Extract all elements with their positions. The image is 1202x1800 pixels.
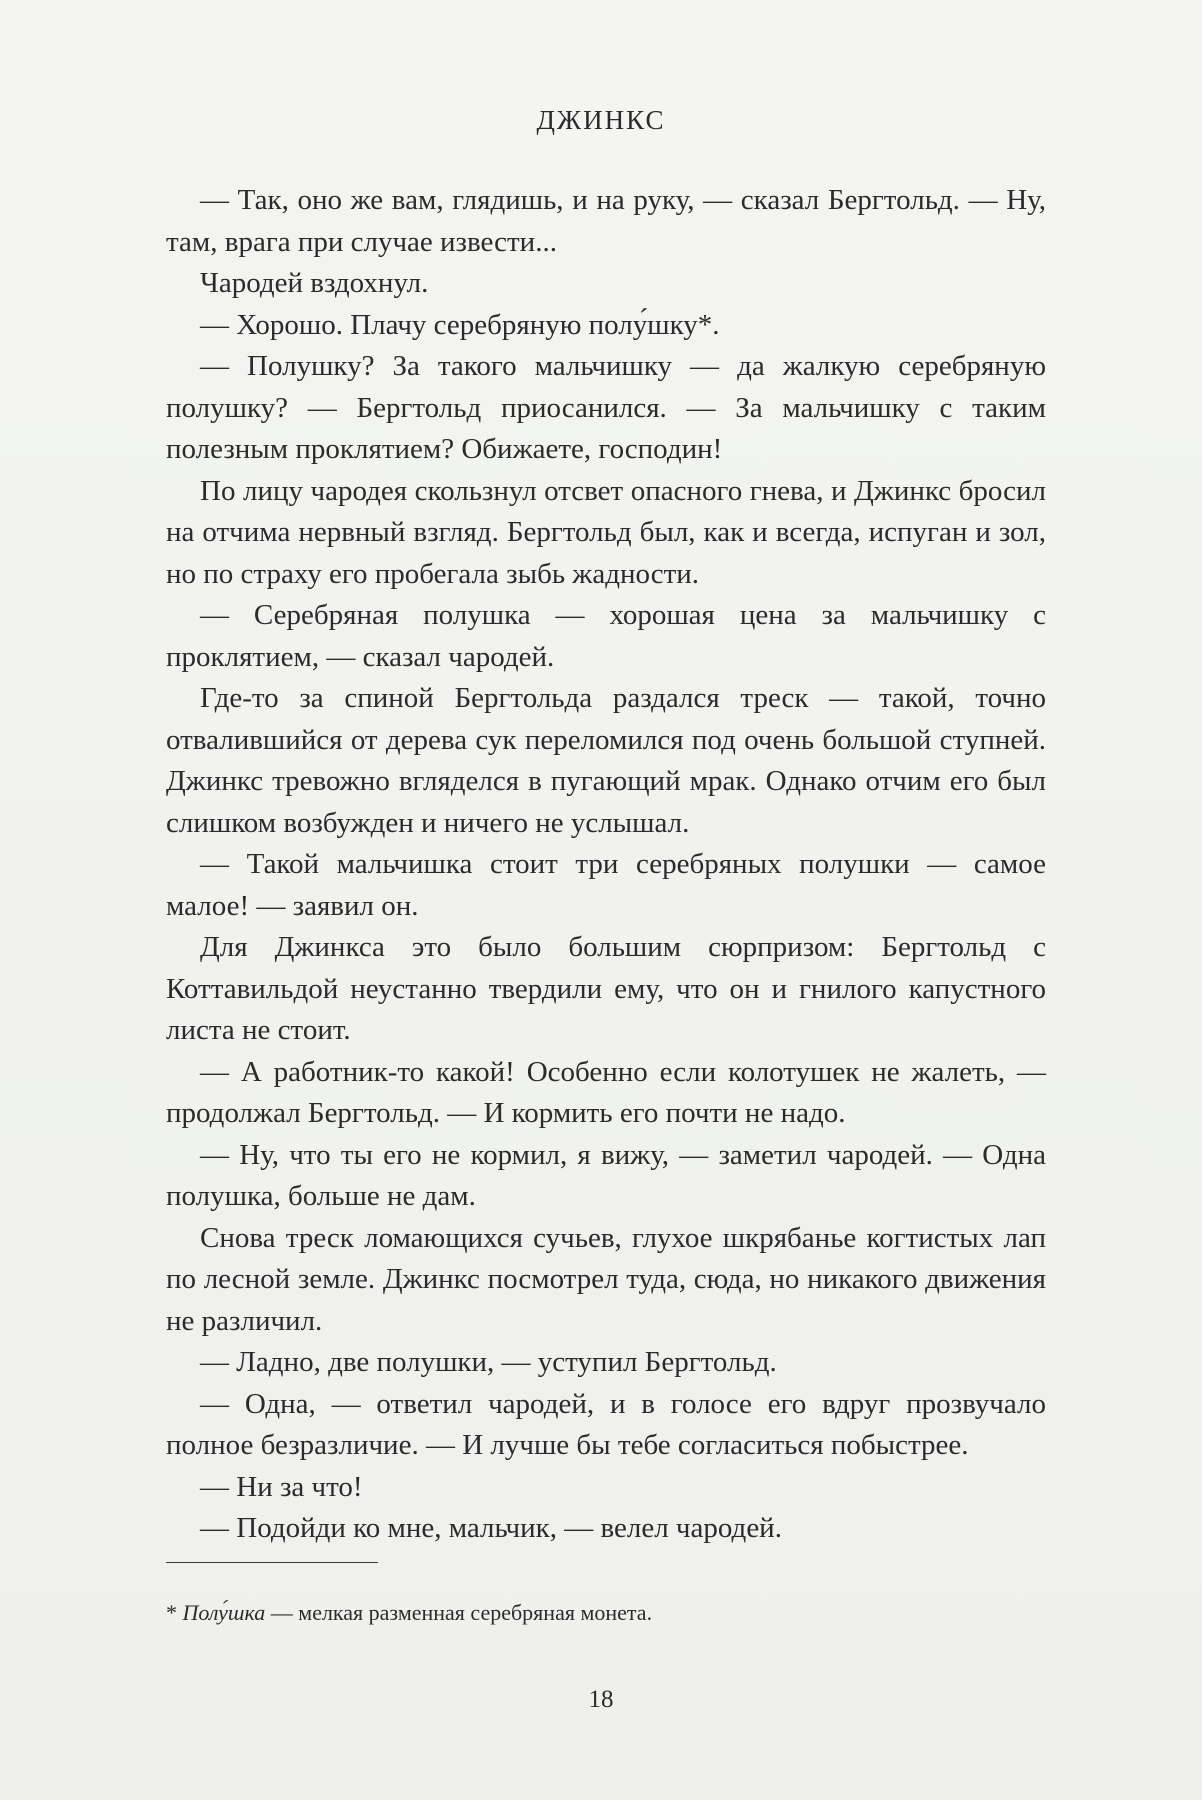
- page-number: 18: [588, 1686, 614, 1713]
- footnote-divider: [166, 1562, 378, 1563]
- paragraph: Для Джинкса это было большим сюрпризом: Бергтольд с Коттавильдой неустанно твердили ему, что он и гнилого капустного листа не стоит.: [166, 931, 1046, 1046]
- paragraph: — Хорошо. Плачу серебряную полу́шку*.: [200, 308, 720, 341]
- paragraph: — Ладно, две полушки, — уступил Бергтольд.: [200, 1346, 777, 1378]
- paragraph: Где-то за спиной Бергтольда раздался треск — такой, точно отвалившийся от дерева сук переломился под очень большой ступней. Джинкс тревожно вглядeлся в пугающий мрак. Однако отчим его был слишком возбужден и ничего не услышал.: [166, 682, 1046, 839]
- footnote: [166, 1598, 1046, 1628]
- paragraph: Снова треск ломающихся сучьев, глухое шкрябанье когтистых лап по лесной земле. Джинкс посмотрел туда, сюда, но никакого движения не различил.: [166, 1221, 1046, 1337]
- paragraph: — Ну, что ты его не кормил, я вижу, — заметил чародей. — Одна полушка, больше не дам.: [166, 1138, 1046, 1212]
- paragraph: — Так, оно же вам, глядишь, и на руку, — сказал Бергтольд. — Ну, там, врага при случае извести...: [166, 184, 1046, 258]
- footnote-text: — мелкая разменная серебряная монета.: [265, 1600, 653, 1625]
- paragraph: Чародей вздохнул.: [200, 267, 429, 299]
- footnote-marker: *: [166, 1600, 183, 1625]
- paragraph: — Ни за что!: [200, 1470, 363, 1503]
- paragraph: — Одна, — ответил чародей, и в голосе его вдруг прозвучало полное безразличие. — И лучше бы тебе согласиться побыстрее.: [166, 1387, 1046, 1461]
- paragraph: — Полушку? За такого мальчишку — да жалкую серебряную полушку? — Бергтольд приосанился. — За мальчишку с таким полезным проклятием? Обижаете, господин!: [166, 350, 1046, 465]
- paragraph: — Подойди ко мне, мальчик, — велел чародей.: [200, 1512, 782, 1544]
- paragraph: — Серебряная полушка — хорошая цена за мальчишку с проклятием, — сказал чародей.: [166, 599, 1046, 673]
- body-text: [166, 180, 1046, 1550]
- footnote-term: Полу́шка: [182, 1600, 266, 1625]
- running-head: ДЖИНКС: [536, 105, 666, 135]
- paragraph: — А работник-то какой! Особенно если колотушек не жалеть, — продолжал Бергтольд. — И кормить его почти не надо.: [166, 1055, 1046, 1129]
- paragraph: По лицу чародея скользнул отсвет опасного гнева, и Джинкс бросил на отчима нервный взгляд. Бергтольд был, как и всегда, испуган и зол, но по страху его пробегала зыбь жадности.: [166, 474, 1046, 590]
- paragraph: — Такой мальчишка стоит три серебряных полушки — самое малое! — заявил он.: [166, 848, 1046, 922]
